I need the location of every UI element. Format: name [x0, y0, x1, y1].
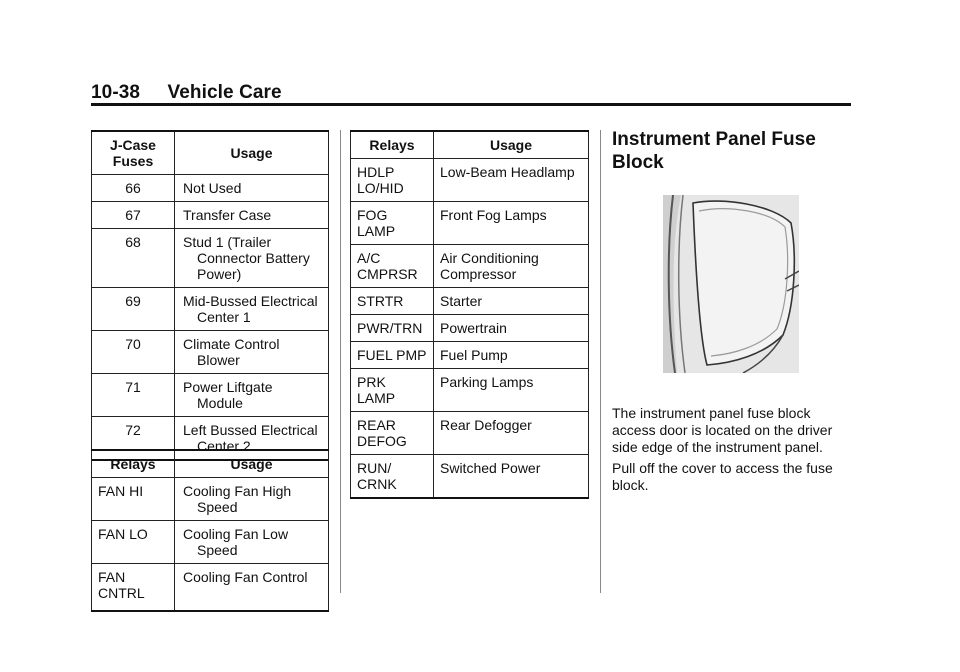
- table-row: [92, 175, 329, 202]
- relays-table-left: [91, 449, 329, 612]
- page-header: [91, 82, 282, 104]
- table-row: [92, 521, 329, 564]
- table-row: [351, 315, 589, 342]
- relay-name: PRK LAMP: [351, 369, 434, 412]
- fuse-usage: Stud 1 (Trailer Connector Battery Power): [183, 234, 310, 282]
- fuse-usage: Power Liftgate Module: [183, 379, 273, 411]
- table-row: [351, 342, 589, 369]
- table-row: [92, 288, 329, 331]
- relay-usage: Fuel Pump: [434, 342, 589, 369]
- fuse-usage: Climate Control Blower: [183, 336, 280, 368]
- relay-name: STRTR: [351, 288, 434, 315]
- relay-name: FAN CNTRL: [92, 564, 175, 612]
- column-header: Usage: [175, 131, 329, 175]
- table-row: [351, 455, 589, 499]
- relay-name: PWR/TRN: [351, 315, 434, 342]
- column-divider: [600, 130, 601, 593]
- relay-usage: Air Conditioning Compressor: [434, 245, 589, 288]
- relay-name: FAN LO: [92, 521, 175, 564]
- section-title: Instrument Panel Fuse Block: [612, 129, 816, 173]
- table-row: [351, 288, 589, 315]
- relay-name: FAN HI: [92, 478, 175, 521]
- table-header-row: [92, 131, 329, 175]
- fuse-usage: Transfer Case: [183, 207, 272, 223]
- fuse-number: 68: [92, 229, 175, 288]
- body-paragraph: The instrument panel fuse block access door is located on the driver side edge of the instrument panel.: [612, 405, 833, 455]
- column-divider: [340, 130, 341, 593]
- fuse-usage: Left Bussed Electrical Center 2: [183, 422, 318, 454]
- relay-usage: Cooling Fan High Speed: [183, 483, 292, 515]
- table-header-row: [92, 450, 329, 478]
- relay-name: REAR DEFOG: [351, 412, 434, 455]
- table-row: [92, 374, 329, 417]
- table-row: [92, 478, 329, 521]
- column-header: J-Case Fuses: [92, 131, 175, 175]
- column-header: Relays: [92, 450, 175, 478]
- table-row: [92, 331, 329, 374]
- table-row: [92, 564, 329, 612]
- fuse-usage: Not Used: [183, 180, 242, 196]
- table-row: [351, 412, 589, 455]
- relay-usage: Cooling Fan Low Speed: [183, 526, 289, 558]
- column-header: Relays: [351, 131, 434, 159]
- table-row: [351, 159, 589, 202]
- table-row: [92, 229, 329, 288]
- relay-name: FUEL PMP: [351, 342, 434, 369]
- table-row: [351, 369, 589, 412]
- fuse-number: 67: [92, 202, 175, 229]
- table-row: [92, 202, 329, 229]
- relay-usage: Starter: [434, 288, 589, 315]
- relays-table-right: [350, 130, 589, 499]
- relay-name: RUN/ CRNK: [351, 455, 434, 499]
- fuse-number: 72: [92, 417, 175, 461]
- table-row: [351, 245, 589, 288]
- relay-usage: Rear Defogger: [434, 412, 589, 455]
- fuse-number: 70: [92, 331, 175, 374]
- page-number: 10-38: [91, 82, 141, 103]
- fuse-number: 71: [92, 374, 175, 417]
- relay-name: HDLP LO/HID: [351, 159, 434, 202]
- body-paragraph: Pull off the cover to access the fuse block.: [612, 460, 833, 493]
- relay-usage: Powertrain: [434, 315, 589, 342]
- header-rule: [91, 103, 851, 106]
- fuse-usage: Mid-Bussed Electrical Center 1: [183, 293, 318, 325]
- relay-name: A/C CMPRSR: [351, 245, 434, 288]
- relay-usage: Parking Lamps: [434, 369, 589, 412]
- fuse-number: 66: [92, 175, 175, 202]
- section-name: Vehicle Care: [167, 82, 282, 103]
- fuse-block-illustration: [663, 195, 799, 373]
- relay-usage: Front Fog Lamps: [434, 202, 589, 245]
- relay-usage: Cooling Fan Control: [183, 569, 308, 585]
- fuse-number: 69: [92, 288, 175, 331]
- column-header: Usage: [175, 450, 329, 478]
- column-header: Usage: [434, 131, 589, 159]
- table-header-row: [351, 131, 589, 159]
- table-row: [351, 202, 589, 245]
- jcase-fuse-table: [91, 130, 329, 461]
- relay-usage: Switched Power: [434, 455, 589, 499]
- relay-name: FOG LAMP: [351, 202, 434, 245]
- relay-usage: Low-Beam Headlamp: [434, 159, 589, 202]
